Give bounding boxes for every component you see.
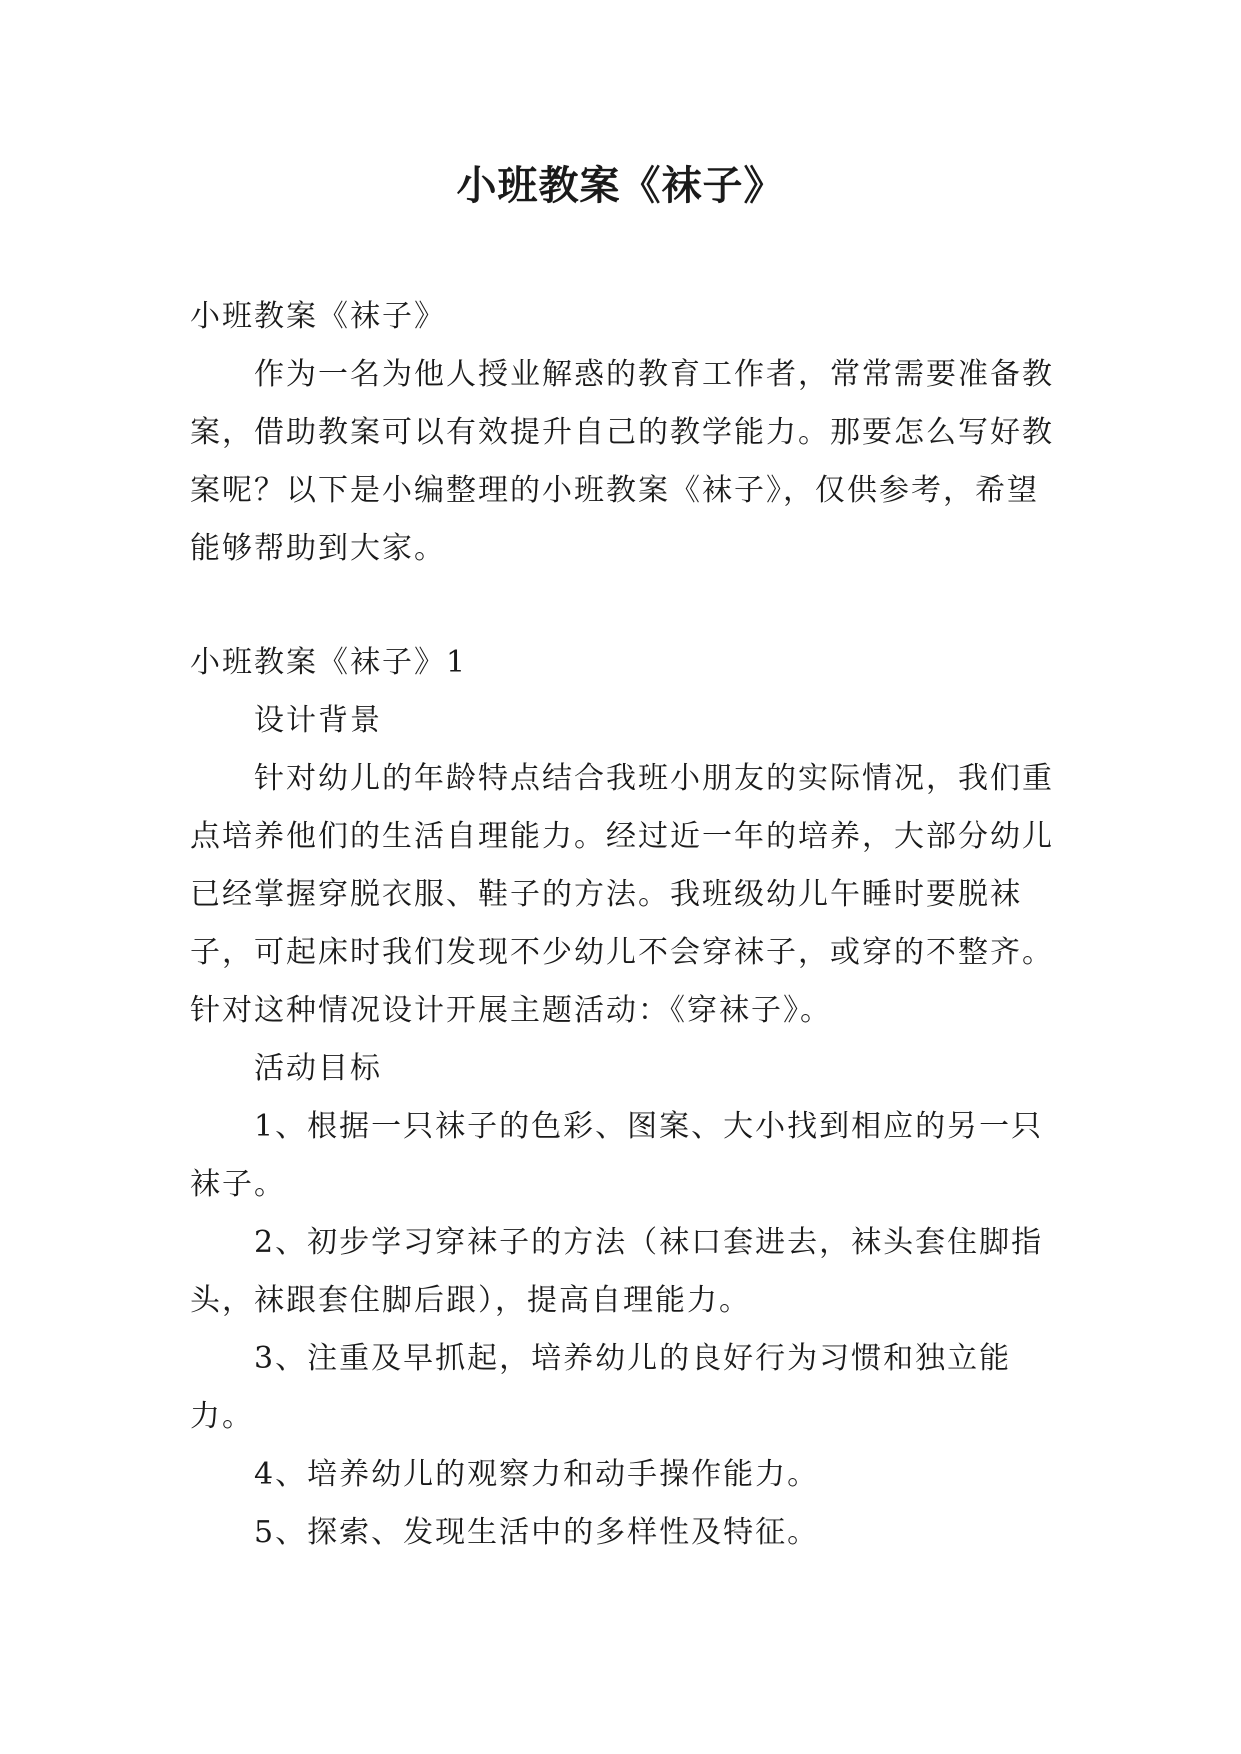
document-body bbox=[190, 288, 1070, 1562]
intro-paragraph: 作为一名为他人授业解惑的教育工作者，常常需要准备教案，借助教案可以有效提升自己的教学能力。那要怎么写好教案呢？以下是小编整理的小班教案《袜子》，仅供参考，希望能够帮助到大家。 bbox=[190, 357, 1054, 566]
goal-item: 1、根据一只袜子的色彩、图案、大小找到相应的另一只袜子。 bbox=[190, 1109, 1044, 1202]
goals-heading: 活动目标 bbox=[254, 1051, 382, 1086]
document-title: 小班教案《袜子》 bbox=[456, 163, 785, 209]
section-spacer bbox=[190, 578, 1070, 634]
background-paragraph: 针对幼儿的年龄特点结合我班小朋友的实际情况，我们重点培养他们的生活自理能力。经过近一年的培养，大部分幼儿已经掌握穿脱衣服、鞋子的方法。我班级幼儿午睡时要脱袜子，可起床时我们发现不少幼儿不会穿袜子，或穿的不整齐。针对这种情况设计开展主题活动：《穿袜子》。 bbox=[190, 761, 1054, 1028]
section1-title: 小班教案《袜子》1 bbox=[190, 645, 468, 680]
goal-item: 5、探索、发现生活中的多样性及特征。 bbox=[254, 1515, 820, 1550]
goal-item: 4、培养幼儿的观察力和动手操作能力。 bbox=[254, 1457, 820, 1492]
background-heading: 设计背景 bbox=[254, 703, 382, 738]
goal-item: 3、注重及早抓起，培养幼儿的良好行为习惯和独立能力。 bbox=[190, 1341, 1012, 1434]
header-line: 小班教案《袜子》 bbox=[190, 299, 446, 334]
goal-item: 2、初步学习穿袜子的方法（袜口套进去，袜头套住脚指头，袜跟套住脚后跟），提高自理能力。 bbox=[190, 1225, 1044, 1318]
